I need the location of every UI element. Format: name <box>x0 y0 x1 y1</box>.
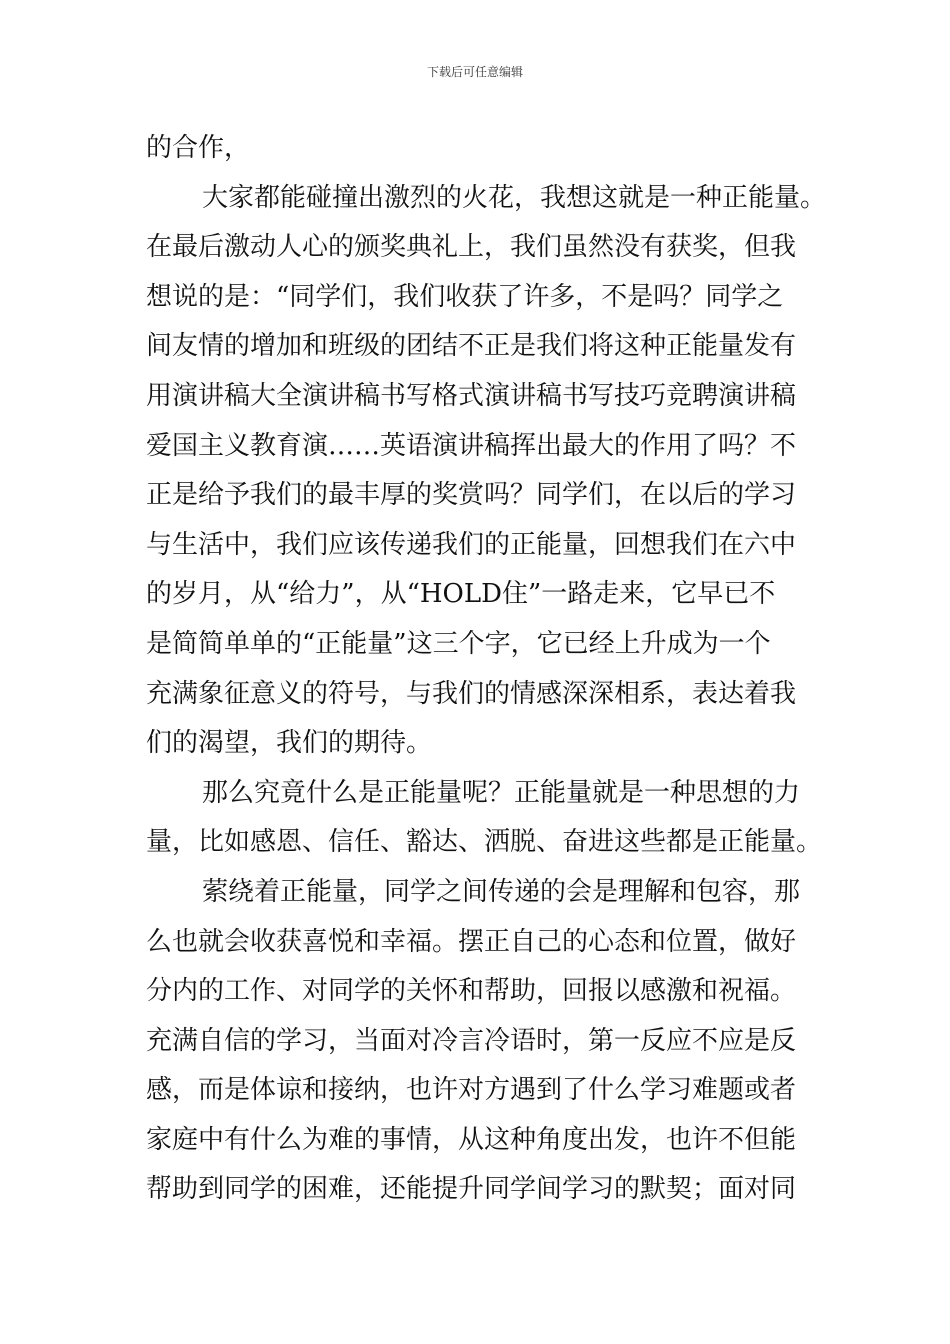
text-line: 爱国主义教育演……英语演讲稿挥出最大的作用了吗？不 <box>146 430 797 461</box>
text-line: 间友情的增加和班级的团结不正是我们将这种正能量发有 <box>146 331 797 362</box>
text-line: 是简简单单的“正能量”这三个字，它已经上升成为一个 <box>146 628 771 659</box>
text-line: 萦绕着正能量，同学之间传递的会是理解和包容，那 <box>202 876 801 907</box>
text-line: 帮助到同学的困难，还能提升同学间学习的默契；面对同 <box>146 1174 797 1205</box>
text-line: 正是给予我们的最丰厚的奖赏吗？同学们，在以后的学习 <box>146 480 797 511</box>
text-line: 想说的是：“同学们，我们收获了许多，不是吗？同学之 <box>146 281 784 312</box>
text-line: 们的渴望，我们的期待。 <box>146 728 433 759</box>
text-line: 充满象征意义的符号，与我们的情感深深相系，表达着我 <box>146 678 797 709</box>
page-header-caption: 下载后可任意编辑 <box>426 65 523 79</box>
text-line: 在最后激动人心的颁奖典礼上，我们虽然没有获奖，但我 <box>146 232 797 263</box>
text-line: 的岁月，从“给力”，从“HOLD住”一路走来，它早已不 <box>146 579 776 610</box>
text-line: 的合作， <box>146 133 251 163</box>
text-line: 与生活中，我们应该传递我们的正能量，回想我们在六中 <box>146 529 797 560</box>
text-line: 用演讲稿大全演讲稿书写格式演讲稿书写技巧竞聘演讲稿 <box>146 380 797 411</box>
text-line: 感，而是体谅和接纳，也许对方遇到了什么学习难题或者 <box>146 1075 797 1106</box>
text-line: 分内的工作、对同学的关怀和帮助，回报以感激和祝福。 <box>146 976 797 1007</box>
text-line: 家庭中有什么为难的事情，从这种角度出发，也许不但能 <box>146 1124 797 1155</box>
text-line: 么也就会收获喜悦和幸福。摆正自己的心态和位置，做好 <box>146 926 797 957</box>
text-line: 量，比如感恩、信任、豁达、洒脱、奋进这些都是正能量。 <box>146 827 823 858</box>
text-line: 那么究竟什么是正能量呢？正能量就是一种思想的力 <box>202 777 801 808</box>
text-line: 大家都能碰撞出激烈的火花，我想这就是一种正能量。 <box>202 182 827 213</box>
document-body <box>146 124 827 1215</box>
text-line: 充满自信的学习，当面对冷言冷语时，第一反应不应是反 <box>146 1025 797 1056</box>
